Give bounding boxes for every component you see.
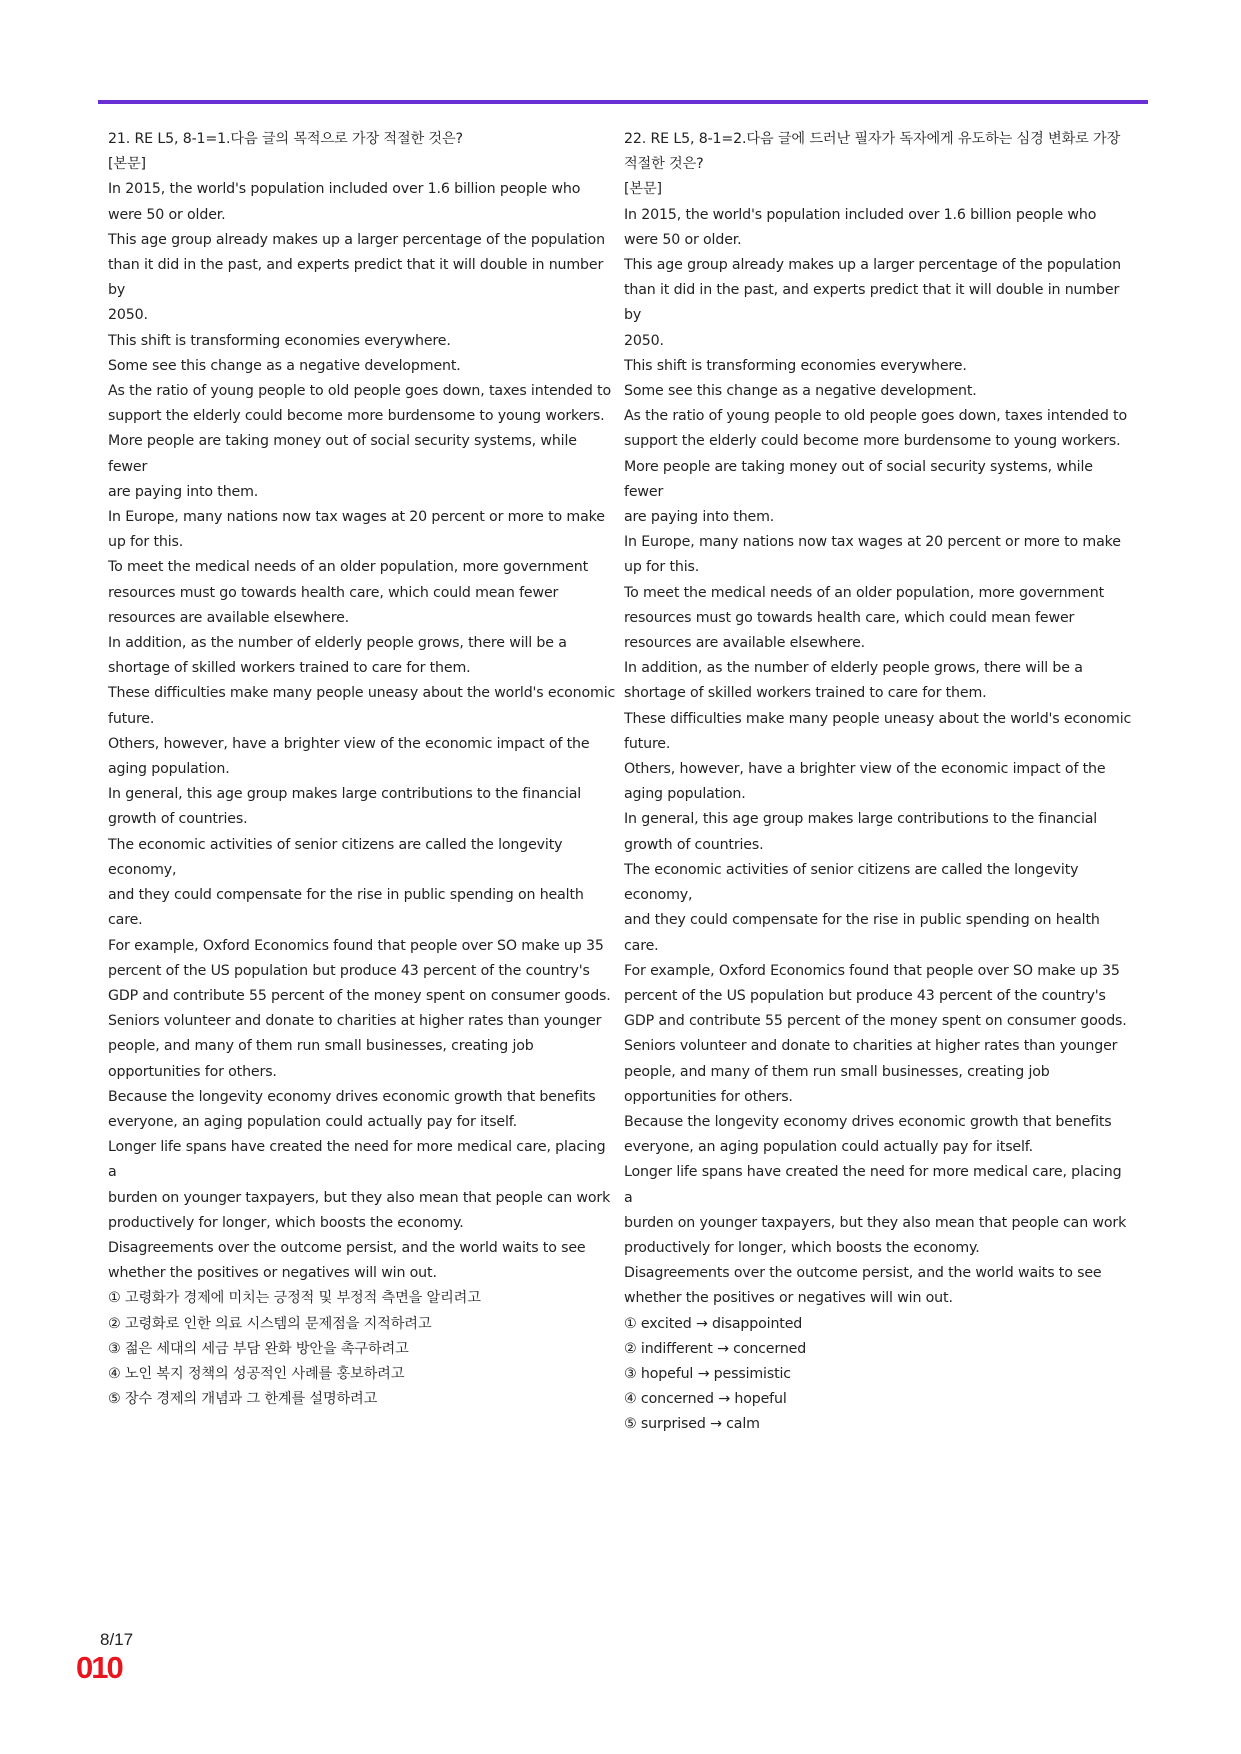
publisher-logo: 010 — [76, 1650, 122, 1685]
passage-line: Longer life spans have created the need for more medical care, placing a — [624, 1164, 1122, 1206]
question-22-passage — [624, 203, 1134, 1312]
passage-line: Disagreements over the outcome persist, and the world waits to see — [108, 1239, 586, 1256]
question-21 — [108, 127, 616, 1412]
question-21-choices — [108, 1286, 616, 1412]
question-21-title: 21. RE L5, 8-1=1.다음 글의 목적으로 가장 적절한 것은? — [108, 131, 463, 147]
passage-line: Disagreements over the outcome persist, and the world waits to see — [624, 1265, 1102, 1282]
passage-line: Some see this change as a negative development. — [108, 357, 461, 374]
passage-line: Longer life spans have created the need for more medical care, placing a — [108, 1139, 606, 1181]
passage-line: everyone, an aging population could actually pay for itself. — [624, 1139, 1033, 1156]
passage-line: Because the longevity economy drives economic growth that benefits — [108, 1088, 596, 1105]
passage-line: This shift is transforming economies everywhere. — [624, 357, 967, 374]
passage-line: whether the positives or negatives will win out. — [624, 1290, 953, 1307]
passage-line: To meet the medical needs of an older population, more government — [624, 584, 1104, 601]
passage-line: percent of the US population but produce 43 percent of the country's — [624, 987, 1106, 1004]
title-line: 적절한 것은? — [624, 156, 704, 173]
question-22-title — [624, 127, 1134, 177]
passage-line: Because the longevity economy drives economic growth that benefits — [624, 1113, 1112, 1130]
answer-choice: ① excited → disappointed — [624, 1315, 803, 1332]
passage-line: 2050. — [108, 307, 148, 324]
passage-line: Others, however, have a brighter view of the economic impact of the — [624, 761, 1106, 778]
passage-line: than it did in the past, and experts predict that it will double in number by — [108, 257, 604, 299]
passage-line: growth of countries. — [624, 836, 764, 853]
passage-line: than it did in the past, and experts predict that it will double in number by — [624, 282, 1120, 324]
passage-line: burden on younger taxpayers, but they also mean that people can work — [624, 1214, 1127, 1231]
passage-line: More people are taking money out of social security systems, while fewer — [624, 458, 1093, 500]
passage-line: resources are available elsewhere. — [624, 635, 866, 652]
passage-line: opportunities for others. — [108, 1063, 277, 1080]
passage-line: future. — [624, 735, 671, 752]
question-22-choices — [624, 1312, 1134, 1438]
passage-line: In Europe, many nations now tax wages at 20 percent or more to make — [624, 534, 1121, 551]
passage-line: More people are taking money out of social security systems, while fewer — [108, 433, 577, 475]
passage-line: up for this. — [624, 559, 700, 576]
title-line: 22. RE L5, 8-1=2.다음 글에 드러난 필자가 독자에게 유도하는 심경 변화로 가장 — [624, 131, 1121, 147]
passage-line: and they could compensate for the rise in public spending on health care. — [624, 912, 1100, 954]
passage-line: In 2015, the world's population included over 1.6 billion people who — [624, 206, 1097, 223]
passage-line: As the ratio of young people to old people goes down, taxes intended to — [624, 408, 1127, 425]
answer-choice: ⑤ surprised → calm — [624, 1416, 760, 1433]
passage-line: In general, this age group makes large contributions to the financial — [108, 786, 582, 803]
passage-line: shortage of skilled workers trained to care for them. — [624, 685, 987, 702]
passage-line: These difficulties make many people uneasy about the world's economic — [624, 710, 1132, 727]
answer-choice: ③ hopeful → pessimistic — [624, 1365, 791, 1382]
passage-line: In addition, as the number of elderly people grows, there will be a — [108, 635, 567, 652]
passage-line: are paying into them. — [624, 509, 775, 526]
passage-line: support the elderly could become more burdensome to young workers. — [108, 408, 605, 425]
question-21-passage-tag: [본문] — [108, 156, 146, 173]
passage-line: are paying into them. — [108, 483, 259, 500]
passage-line: GDP and contribute 55 percent of the money spent on consumer goods. — [108, 987, 611, 1004]
passage-line: whether the positives or negatives will win out. — [108, 1265, 437, 1282]
passage-line: To meet the medical needs of an older population, more government — [108, 559, 588, 576]
passage-line: Others, however, have a brighter view of the economic impact of the — [108, 735, 590, 752]
answer-choice: ⑤ 장수 경제의 개념과 그 한계를 설명하려고 — [108, 1391, 378, 1408]
passage-line: Some see this change as a negative development. — [624, 383, 977, 400]
passage-line: productively for longer, which boosts the economy. — [108, 1214, 464, 1231]
passage-line: up for this. — [108, 534, 184, 551]
answer-choice: ② 고령화로 인한 의료 시스템의 문제점을 지적하려고 — [108, 1315, 432, 1332]
passage-line: support the elderly could become more burdensome to young workers. — [624, 433, 1121, 450]
passage-line: This age group already makes up a larger percentage of the population — [108, 231, 605, 248]
answer-choice: ④ 노인 복지 정책의 성공적인 사례를 홍보하려고 — [108, 1365, 405, 1382]
passage-line: growth of countries. — [108, 811, 248, 828]
passage-line: As the ratio of young people to old people goes down, taxes intended to — [108, 383, 611, 400]
passage-line: For example, Oxford Economics found that people over SO make up 35 — [108, 937, 604, 954]
top-rule — [98, 100, 1148, 104]
passage-line: The economic activities of senior citizens are called the longevity economy, — [624, 861, 1079, 904]
passage-line: In general, this age group makes large contributions to the financial — [624, 811, 1098, 828]
question-22-passage-tag: [본문] — [624, 181, 662, 198]
passage-line: people, and many of them run small businesses, creating job — [108, 1038, 534, 1055]
passage-line: resources are available elsewhere. — [108, 609, 350, 626]
question-22 — [624, 127, 1134, 1438]
passage-line: productively for longer, which boosts the economy. — [624, 1239, 980, 1256]
answer-choice: ③ 젊은 세대의 세금 부담 완화 방안을 촉구하려고 — [108, 1340, 409, 1357]
passage-line: aging population. — [108, 761, 230, 778]
page-number: 8/17 — [100, 1630, 134, 1649]
passage-line: These difficulties make many people uneasy about the world's economic — [108, 685, 616, 702]
passage-line: resources must go towards health care, which could mean fewer — [624, 609, 1075, 626]
passage-line: 2050. — [624, 332, 664, 349]
passage-line: and they could compensate for the rise in public spending on health care. — [108, 887, 584, 929]
passage-line: For example, Oxford Economics found that people over SO make up 35 — [624, 962, 1120, 979]
passage-line: GDP and contribute 55 percent of the money spent on consumer goods. — [624, 1013, 1127, 1030]
passage-line: resources must go towards health care, which could mean fewer — [108, 584, 559, 601]
answer-choice: ① 고령화가 경제에 미치는 긍정적 및 부정적 측면을 알리려고 — [108, 1290, 481, 1307]
passage-line: Seniors volunteer and donate to charities at higher rates than younger — [624, 1038, 1118, 1055]
answer-choice: ④ concerned → hopeful — [624, 1391, 787, 1408]
passage-line: burden on younger taxpayers, but they also mean that people can work — [108, 1189, 611, 1206]
passage-line: In Europe, many nations now tax wages at 20 percent or more to make — [108, 509, 605, 526]
passage-line: future. — [108, 710, 155, 727]
question-21-passage — [108, 177, 616, 1286]
passage-line: were 50 or older. — [108, 206, 226, 223]
passage-line: In 2015, the world's population included over 1.6 billion people who — [108, 181, 581, 198]
passage-line: were 50 or older. — [624, 231, 742, 248]
passage-line: In addition, as the number of elderly people grows, there will be a — [624, 660, 1083, 677]
passage-line: opportunities for others. — [624, 1088, 793, 1105]
passage-line: shortage of skilled workers trained to care for them. — [108, 660, 471, 677]
passage-line: Seniors volunteer and donate to charities at higher rates than younger — [108, 1013, 602, 1030]
passage-line: This age group already makes up a larger percentage of the population — [624, 257, 1121, 274]
passage-line: people, and many of them run small businesses, creating job — [624, 1063, 1050, 1080]
passage-line: aging population. — [624, 786, 746, 803]
passage-line: percent of the US population but produce 43 percent of the country's — [108, 962, 590, 979]
answer-choice: ② indifferent → concerned — [624, 1340, 807, 1357]
passage-line: The economic activities of senior citizens are called the longevity economy, — [108, 836, 563, 878]
passage-line: This shift is transforming economies everywhere. — [108, 332, 451, 349]
passage-line: everyone, an aging population could actually pay for itself. — [108, 1113, 517, 1130]
